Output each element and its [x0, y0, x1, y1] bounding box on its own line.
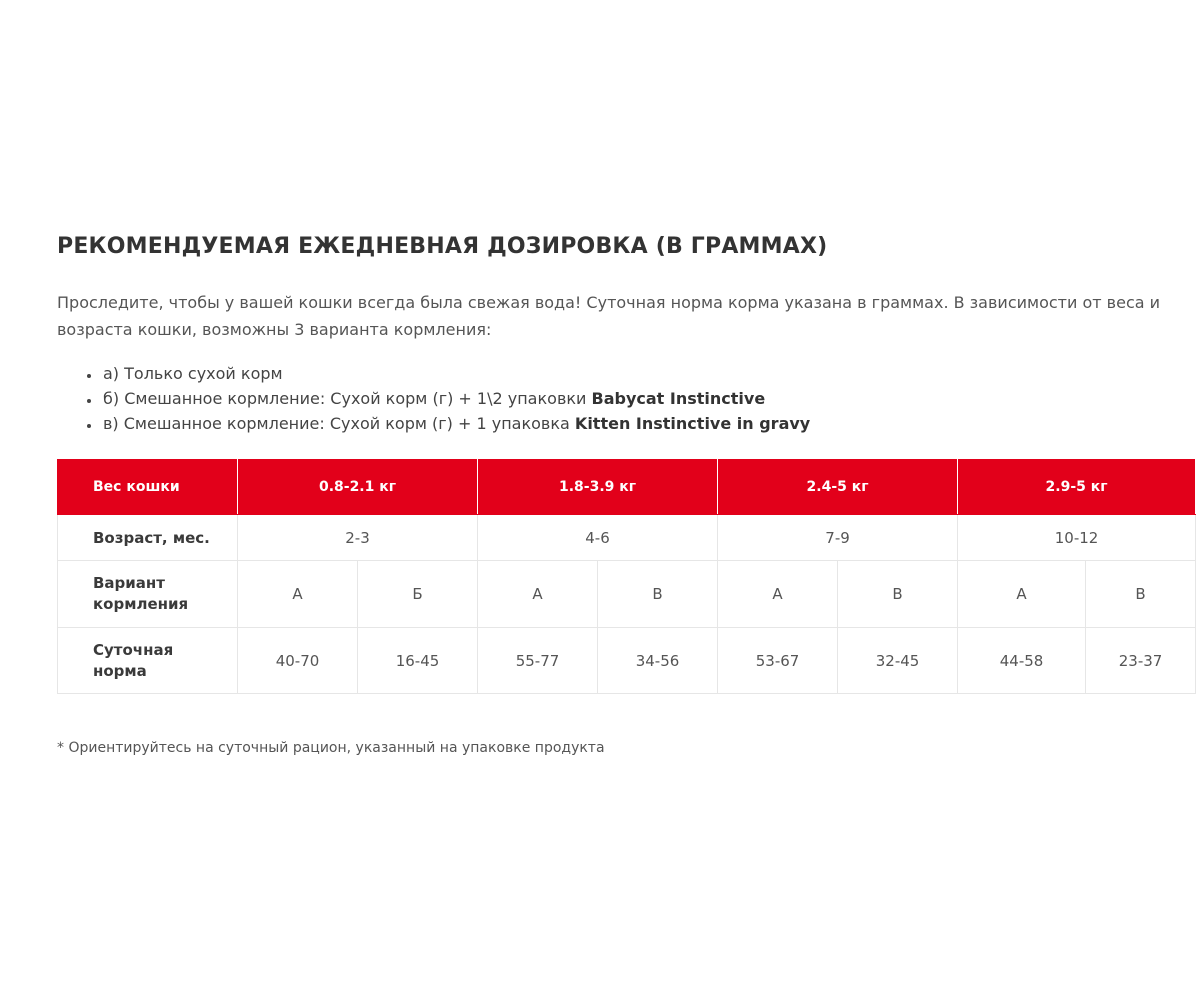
- norm-cell: 40-70: [238, 628, 358, 694]
- row-label-norm: Суточная норма: [58, 628, 238, 694]
- norm-cell: 34-56: [598, 628, 718, 694]
- list-item: • в) Смешанное кормление: Сухой корм (г) + 1 упаковка Kitten Instinctive in gravy: [101, 411, 1200, 436]
- variant-cell: А: [238, 561, 358, 628]
- age-cell: 7-9: [718, 515, 958, 561]
- age-cell: 2-3: [238, 515, 478, 561]
- header-weight: 0.8-2.1 кг: [238, 460, 478, 515]
- variant-cell: В: [838, 561, 958, 628]
- header-weight: 2.9-5 кг: [958, 460, 1196, 515]
- norm-cell: 16-45: [358, 628, 478, 694]
- dosage-table: [57, 459, 1196, 694]
- variant-cell: А: [478, 561, 598, 628]
- page-title: РЕКОМЕНДУЕМАЯ ЕЖЕДНЕВНАЯ ДОЗИРОВКА (В ГРАММАХ): [57, 234, 828, 259]
- row-label-variant: Вариант кормления: [58, 561, 238, 628]
- norm-cell: 23-37: [1086, 628, 1196, 694]
- table-row: [58, 628, 1196, 694]
- variant-cell: А: [958, 561, 1086, 628]
- list-item: • б) Смешанное кормление: Сухой корм (г) + 1\2 упаковки Babycat Instinctive: [101, 386, 1200, 411]
- intro-text: Проследите, чтобы у вашей кошки всегда была свежая вода! Суточная норма корма указана в граммах. В зависимости от веса и возраста кошки, возможны 3 варианта кормления:: [57, 293, 1161, 339]
- norm-cell: 32-45: [838, 628, 958, 694]
- header-weight: 1.8-3.9 кг: [478, 460, 718, 515]
- footnote: * Ориентируйтесь на суточный рацион, указанный на упаковке продукта: [57, 740, 605, 756]
- table-header-row: [58, 460, 1196, 515]
- age-cell: 10-12: [958, 515, 1196, 561]
- list-item: • а) Только сухой корм: [101, 361, 1200, 386]
- variant-cell: В: [1086, 561, 1196, 628]
- variant-cell: Б: [358, 561, 478, 628]
- norm-cell: 53-67: [718, 628, 838, 694]
- norm-cell: 55-77: [478, 628, 598, 694]
- table-row: [58, 515, 1196, 561]
- feeding-options-list: [57, 361, 1200, 436]
- table-row: [58, 561, 1196, 628]
- content: [57, 232, 1200, 436]
- age-cell: 4-6: [478, 515, 718, 561]
- norm-cell: 44-58: [958, 628, 1086, 694]
- variant-cell: В: [598, 561, 718, 628]
- row-label-age: Возраст, мес.: [58, 515, 238, 561]
- header-weight: 2.4-5 кг: [718, 460, 958, 515]
- header-weight-label: Вес кошки: [58, 460, 238, 515]
- variant-cell: А: [718, 561, 838, 628]
